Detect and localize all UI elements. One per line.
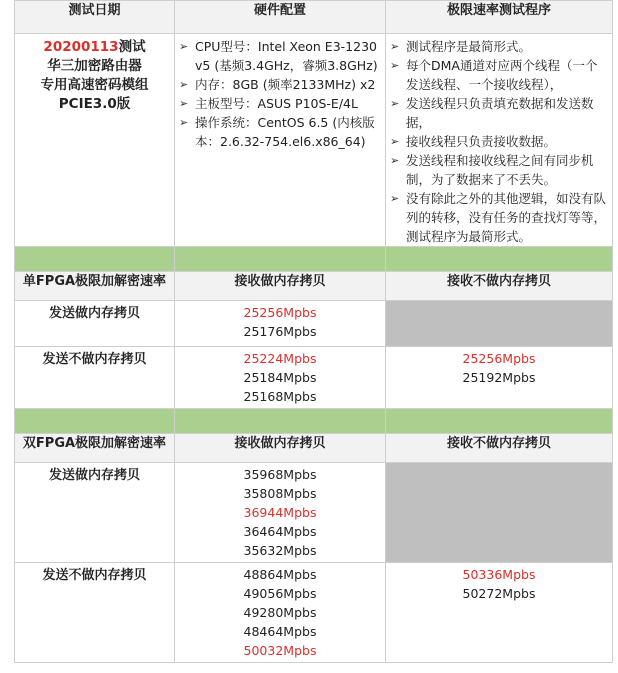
- rate-value: 25168Mpbs: [243, 389, 317, 404]
- double-col-recv-nocopy: 接收不做内存拷贝: [386, 434, 613, 463]
- rate-value: 50032Mpbs: [243, 643, 317, 658]
- intro-row: [15, 34, 613, 247]
- value-list: [175, 563, 386, 663]
- rate-value: 35968Mpbs: [243, 467, 317, 482]
- empty-cell: [386, 301, 613, 347]
- program-item: ➢ 没有除此之外的其他逻辑，如没有队列的转移，没有任务的查找灯等等，测试程序为最简形式。: [390, 189, 608, 246]
- program-item: ➢ 每个DMA通道对应两个线程（一个发送线程、一个接收线程），: [390, 56, 608, 94]
- rate-value: 36944Mpbs: [243, 505, 317, 520]
- rate-value: 48464Mpbs: [243, 624, 317, 639]
- row-label: 发送做内存拷贝: [15, 301, 175, 347]
- rate-value: 25224Mpbs: [243, 351, 317, 366]
- empty-cell: [386, 463, 613, 563]
- module-name: 专用高速密码模组: [40, 77, 149, 93]
- rate-value: 49056Mpbs: [243, 586, 317, 601]
- header-program: 极限速率测试程序: [386, 1, 613, 34]
- double-row-send-copy: [15, 463, 613, 563]
- value-list: [386, 347, 613, 409]
- rate-value: 50272Mpbs: [462, 586, 536, 601]
- header-test-date: 测试日期: [15, 1, 175, 34]
- hardware-cell: [175, 34, 386, 247]
- hardware-list: [175, 34, 385, 151]
- rate-value: 25176Mpbs: [243, 324, 317, 339]
- rate-value: 35632Mpbs: [243, 543, 317, 558]
- value-list: [175, 347, 386, 409]
- rate-value: 49280Mpbs: [243, 605, 317, 620]
- rate-value: 25192Mpbs: [462, 370, 536, 385]
- test-date: 20200113: [43, 39, 119, 55]
- separator-band: [15, 247, 613, 272]
- single-header-row: [15, 272, 613, 301]
- rate-value: 36464Mpbs: [243, 524, 317, 539]
- single-title: 单FPGA极限加解密速率: [15, 272, 175, 301]
- program-item: ➢ 接收线程只负责接收数据。: [390, 132, 608, 151]
- row-label: 发送不做内存拷贝: [15, 563, 175, 663]
- separator-band: [15, 409, 613, 434]
- results-table: [14, 0, 613, 663]
- double-title: 双FPGA极限加解密速率: [15, 434, 175, 463]
- program-item: ➢ 发送线程只负责填充数据和发送数据，: [390, 94, 608, 132]
- program-item: ➢ 测试程序是最简形式。: [390, 37, 608, 56]
- header-hardware: 硬件配置: [175, 1, 386, 34]
- double-col-recv-copy: 接收做内存拷贝: [175, 434, 386, 463]
- rate-value: 25256Mpbs: [243, 305, 317, 320]
- single-row-send-nocopy: [15, 347, 613, 409]
- single-row-send-copy: [15, 301, 613, 347]
- rate-value: 25184Mpbs: [243, 370, 317, 385]
- device-name: 华三加密路由器: [47, 58, 142, 74]
- header-row: [15, 1, 613, 34]
- single-col-recv-copy: 接收做内存拷贝: [175, 272, 386, 301]
- row-label: 发送做内存拷贝: [15, 463, 175, 563]
- single-col-recv-nocopy: 接收不做内存拷贝: [386, 272, 613, 301]
- program-list: [386, 34, 612, 246]
- test-info-cell: [15, 34, 175, 247]
- hardware-os: ➢ 操作系统：CentOS 6.5 (内核版本：2.6.32-754.el6.x86_64): [179, 113, 381, 151]
- rate-value: 50336Mpbs: [462, 567, 536, 582]
- hardware-motherboard: ➢ 主板型号：ASUS P10S-E/4L: [179, 94, 381, 113]
- rate-value: 25256Mpbs: [462, 351, 536, 366]
- value-list: [386, 563, 613, 663]
- rate-value: 35808Mpbs: [243, 486, 317, 501]
- test-date-suffix: 测试: [118, 39, 146, 55]
- double-row-send-nocopy: [15, 563, 613, 663]
- test-date-line: [15, 38, 174, 57]
- double-header-row: [15, 434, 613, 463]
- value-list: [175, 301, 386, 347]
- hardware-memory: ➢ 内存：8GB (频率2133MHz) x2: [179, 75, 381, 94]
- hardware-cpu: ➢ CPU型号：Intel Xeon E3-1230 v5 (基频3.4GHz，睿频3.8GHz): [179, 37, 381, 75]
- program-cell: [386, 34, 613, 247]
- module-version: PCIE3.0版: [58, 96, 131, 112]
- rate-value: 48864Mpbs: [243, 567, 317, 582]
- program-item: ➢ 发送线程和接收线程之间有同步机制，为了数据来了不丢失。: [390, 151, 608, 189]
- row-label: 发送不做内存拷贝: [15, 347, 175, 409]
- value-list: [175, 463, 386, 563]
